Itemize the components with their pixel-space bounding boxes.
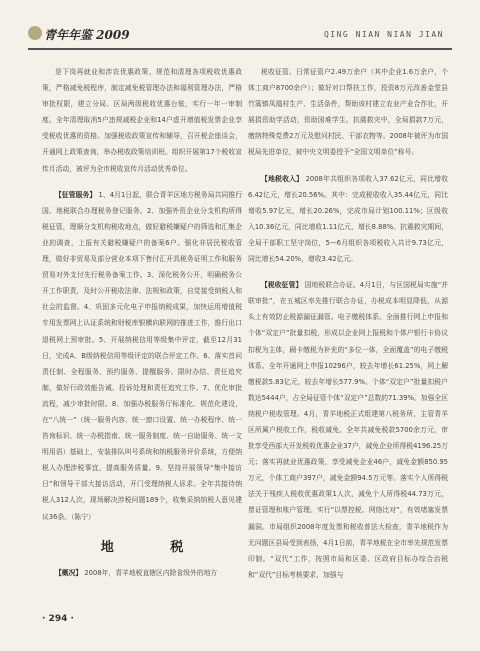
right-paragraph-3-text: 国地税联合办证。4月1日，与区国税局实施“并联审批”，在五城区率先推行联合办证，办税成本明显降低，从源头上有效防止税源漏征漏管。电子缴税体系。全面推行网上申报和个体“双定户”批量扣税，形成以企业网上报税和个体户银行卡协议扣税为主体，刷卡缴税为补充的“多位一体，全面覆盖”的电子缴税体系。全年开通网上申报10296户，较去年增长61.25%，网上解缴税款5.83亿元，较去年增长577.9%。个体“双定户”批量扣税户数达5444户，占全局征管个体“双定户”总数的71.39%。加强全区纳税户税收管理。4月，青羊地税正式组建第八税务所，主管青羊区所属户税收工作，税收减免。全年共减免税款5700余万元，审批享受西部大开发税收优惠企业37户，减免企业所得税4196.25万元；落实再就业优惠政策，享受减免企业46户，减免金额850.95万元，个体工商户397户，减免金额94.5万元等。落实个人所得税法关于残疾人税收优惠政策1人次，减免个人所得税44.73万元，票证管理和账户管理。实行“以票控税、网络比对”，有效堵塞发票漏洞。市局组织2008年度发票和税收普法大检查，青羊地税作为无问题区县局受到表扬，4月1日前，青羊地税在全市率先规范发票印制。“双代”工作，按照市局和区委、区政府目标办综合治税和“双代”目标考核要求，加强与 <box>248 281 449 579</box>
yearbook-logo-icon <box>28 26 42 40</box>
section-heading: 地 税 <box>100 539 210 555</box>
tag-collection-service: 【征管服务】 <box>55 190 97 199</box>
left-paragraph-1: 是下岗再就业和涉农优惠政策、规范和清理各项税收优惠政策，严格减免税程序，制定减免税管理办法和福利管理办法，严格审批权限，建立分局、区局两级税收优惠台账，实行一年一审制度。全年清理取消5户违规减税企业和14户虚开增值税发票企业享受税收优惠的资格。加强税收政策宣传和辅导，召开税企座谈会，开通网上政策查询，举办税收政策培训班。组织开展第17个税收宣传月活动，被评为全市税收宣传月活动优秀单位。 <box>42 68 242 173</box>
right-paragraph-1: 税收征管。日常征管户2.49万余户（其中企业1.6万余户，个体工商户8700余户）；做好对口帮扶工作，投资8万元改善金堂县竹篙镇凤凰村生产、生活条件，帮助该村建立农业产业合作社，开展捐资助学活动，资助困难学生。抗震救灾中，全局捐款7万元，缴纳特殊党费2万元及慰问村民、干部衣物等。2008年被评为市国税局先进单位，被中央文明委授予“全国文明单位”称号。 <box>248 68 448 157</box>
left-paragraph-3 <box>42 565 242 581</box>
tag-tax-administration: 【税收征管】 <box>261 281 303 290</box>
page-number: · 294 · <box>42 614 74 624</box>
left-paragraph-3-text: 2008年，青羊地税直辖区内除省级外的地方 <box>84 568 218 577</box>
right-paragraph-3 <box>248 277 448 583</box>
right-column <box>248 64 448 583</box>
left-paragraph-2 <box>42 187 242 525</box>
header-right-text: QING NIAN NIAN JIAN <box>323 30 444 39</box>
tag-local-tax-revenue: 【地税收入】 <box>261 174 304 183</box>
header-title: 青年年鉴 2009 <box>44 28 130 42</box>
header-divider <box>28 48 452 50</box>
left-paragraph-2-text: 1、4月1日起，联合青羊区地方税务局共同推行国、地税联合办理税务登记服务。2、加强外资企业分支机构所得税征管，理顺分支机构税收地点，做好避税嫌疑户的筛选和汇集企业的调查，上报有关避税嫌疑户的备案6户。强化非居民税收管理，做好非贸易及部分营业本项下售付汇开具税务证明工作和服务贸易对外支付先行税务备案工作。3、深化税务公开，明确税务公开工作职责，及时公开税收法律、法规和政策，自觉接受纳税人和社会的监督。4、巩固多元化电子申报纳税成果，加快运用增值税专用发票网上认证系统和财税库银横向联网的推进工作，推行出口退税网上预审批。5、开展纳税信用等级集中评定，截至12月31日，完成A、B级纳税信用等级评定的联合评定工作。6、落实首问责任制、全程服务、预约服务、提醒服务、限时办结、责任追究制，做好行政效能告诫、投诉处理和责任追究工作。7、优化审批流程，减少审批时限。8、加强办税服务厅标准化、规范化建设，在“八统一”（统一服务内容、统一窗口设置、统一办税程序、统一咨询标识、统一办税指南、统一服务制度、统一自助服务、统一文明用语）基础上，安装排队叫号系统和纳税服务评价系统，方便纳税人办理涉税事宜，提高服务质量。9、坚持开展领导“集中接访日”和领导干部大接访活动，开门受理纳税人诉求。全年共接待纳税人312人次，现场解决涉税问题189个，收集采纳纳税人意见建议36条。（陈宁） <box>42 190 242 521</box>
tag-overview: 【概况】 <box>55 568 83 577</box>
right-paragraph-2 <box>248 171 448 268</box>
left-column <box>42 64 242 581</box>
right-paragraph-2-text: 2008年共组织各项收入37.62亿元，同比增收6.42亿元，增长20.56%。其中：完成税收收入35.44亿元，同比增收5.97亿元，增长20.26%，完成市局计划100.11%；区级收入10.36亿元，同比增收1.11亿元，增长8.88%。抗震救灾期间，全局干部职工坚守岗位，5—6月组织各项税收入共计9.73亿元，同比增长54.20%，增收3.42亿元。 <box>248 174 448 264</box>
page-header <box>0 0 480 56</box>
